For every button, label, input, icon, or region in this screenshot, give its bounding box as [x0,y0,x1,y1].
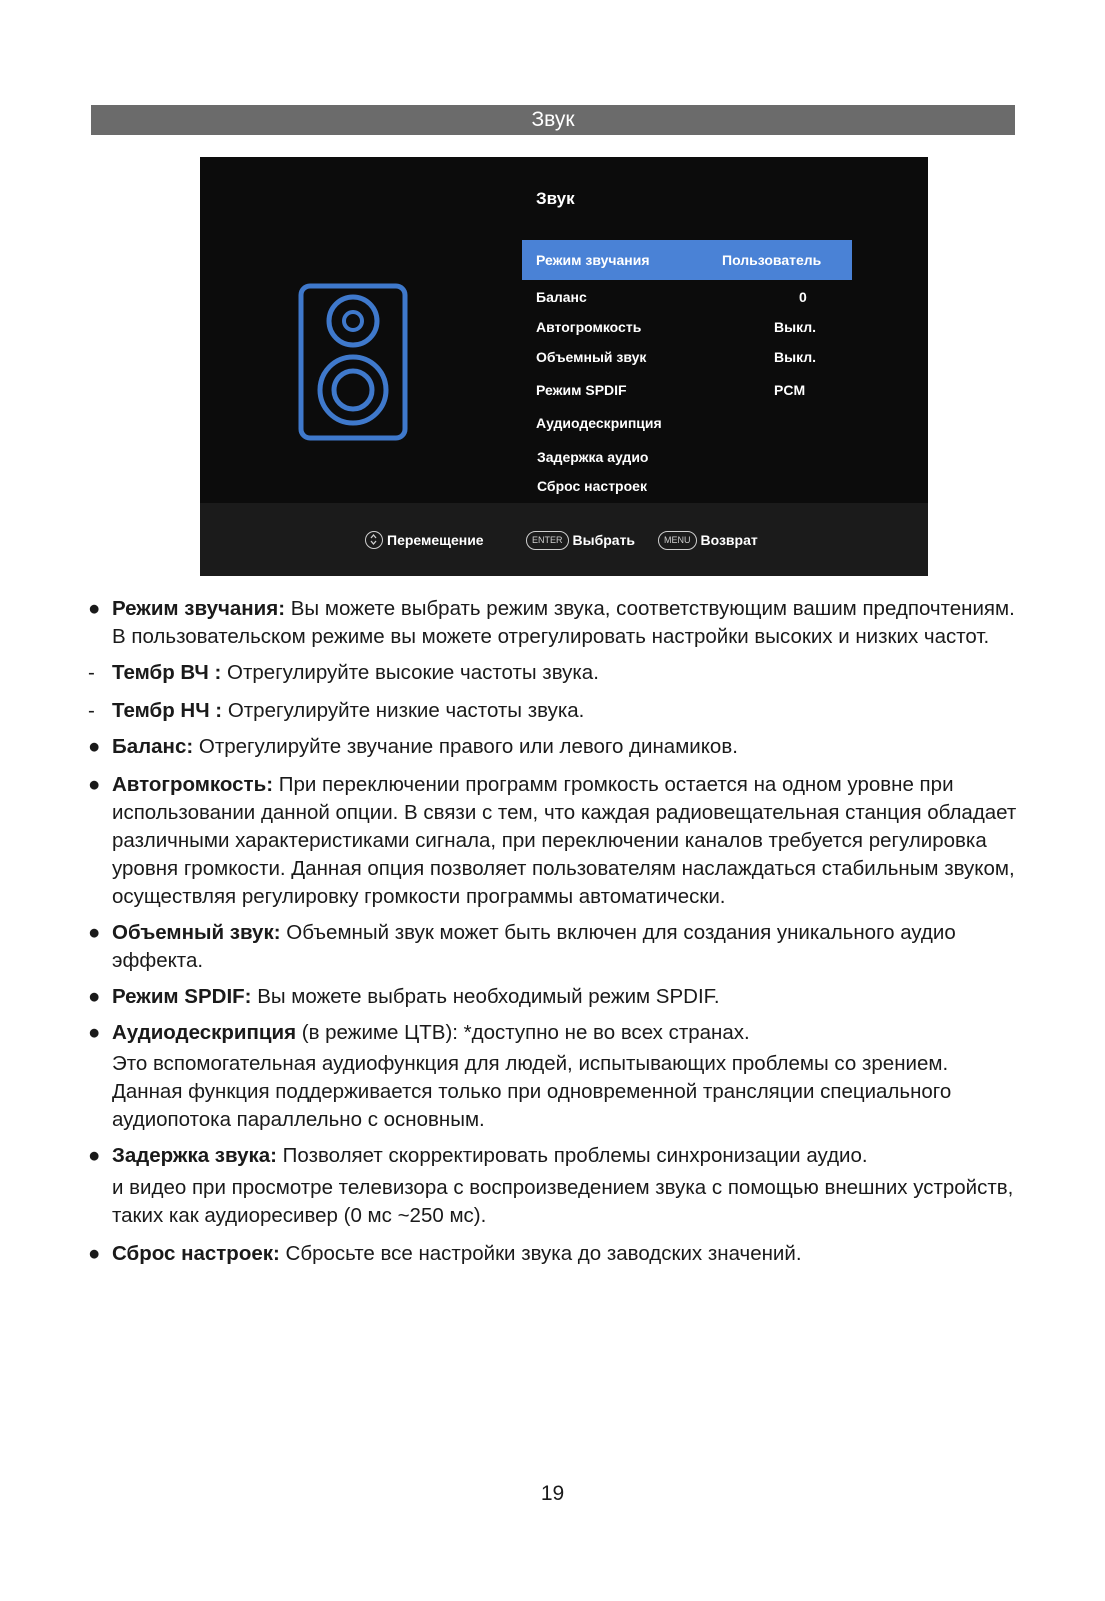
item-bass [88,697,1033,725]
term: Сброс настроек: [112,1242,280,1265]
term: Объемный звук: [112,921,281,944]
term: Тембр НЧ : [112,699,223,722]
description: Вы можете выбрать необходимый режим SPDIF. [251,985,720,1008]
description: Отрегулируйте звучание правого или левого динамиков. [193,735,738,758]
page-number: 19 [540,1482,565,1505]
footer-move-hint [365,529,484,551]
bullet: ● [88,773,101,796]
footer-back-hint [658,529,758,551]
description-extra: Данная функция поддерживается только при одновременной трансляции специального аудиопотока параллельно с основным. [112,1080,952,1131]
menu-item-label: Режим звучания [536,252,650,268]
term: Аудиодескрипция [112,1021,297,1044]
menu-item-value: Выкл. [774,349,817,365]
description: Отрегулируйте низкие частоты звука. [222,699,585,722]
bullet: ● [88,735,101,758]
menu-item-label: Задержка аудио [537,449,649,465]
description: Отрегулируйте высокие частоты звука. [221,661,599,684]
item-reset [88,1240,1033,1268]
select-label: Выбрать [572,532,636,548]
menu-item-label: Режим SPDIF [536,382,627,398]
description: (в режиме ЦТВ): *доступно не во всех странах. [296,1021,750,1044]
speaker-icon [298,283,408,441]
menu-button-icon: MENU [658,531,697,550]
description-extra: Это вспомогательная аудиофункция для людей, испытывающих проблемы со зрением. [112,1052,949,1075]
description: Позволяет скорректировать проблемы синхронизации аудио. [276,1144,868,1167]
enter-button-icon: ENTER [526,531,569,550]
menu-item-label: Аудиодескрипция [536,415,662,431]
menu-item-value: 0 [799,289,807,305]
footer-select-hint [526,529,635,551]
section-header: Звук [91,105,1015,135]
menu-item-label: Автогромкость [536,319,642,335]
dash: - [88,699,95,722]
term: Режим SPDIF: [112,985,252,1008]
item-balance [88,733,1033,761]
menu-item-value: Выкл. [774,319,817,335]
term: Тембр ВЧ : [112,661,222,684]
menu-item-reset[interactable] [522,466,852,506]
menu-item-label: Баланс [536,289,587,305]
bullet: ● [88,1021,101,1044]
menu-item-label: Объемный звук [536,349,647,365]
description: Вы можете выбрать режим звука, соответствующим вашим предпочтениям. В пользовательском режиме вы можете отрегулировать настройки высоких и низких частот. [112,597,1015,648]
bullet: ● [88,985,101,1008]
menu-item-sound-mode[interactable] [522,240,852,280]
dash: - [88,661,95,684]
term: Автогромкость: [112,773,274,796]
up-down-icon [365,531,383,549]
bullet: ● [88,1242,101,1265]
bullet: ● [88,597,101,620]
description: Сбросьте все настройки звука до заводских значений. [279,1242,802,1265]
item-audio-delay [88,1142,1033,1230]
term: Баланс: [112,735,194,758]
tv-menu-screenshot [200,157,928,576]
item-auto-volume [88,771,1033,911]
description: При переключении программ громкость остается на одном уровне при использовании данной опции. В связи с тем, что каждая радиовещательная станция обладает различными характеристиками сигнала, при переключении каналов требуется регулировка уровня громкости. Данная опция позволяет пользователям наслаждаться стабильным звуком, осуществляя регулировку громкости программы автоматически. [112,773,1017,908]
term: Режим звучания: [112,597,286,620]
description: Объемный звук может быть включен для создания уникального аудио эффекта. [112,921,956,972]
bullet: ● [88,1144,101,1167]
term: Задержка звука: [112,1144,277,1167]
menu-item-label: Сброс настроек [537,478,647,494]
description-extra: и видео при просмотре телевизора с воспроизведением звука с помощью внешних устройств, таких как аудиоресивер (0 мс ~250 мс). [112,1176,1014,1227]
description-text [88,595,1033,1268]
menu-title: Звук [536,189,575,208]
move-label: Перемещение [387,532,484,548]
item-treble [88,659,1033,687]
menu-item-value: Пользователь [722,252,822,268]
menu-footer [200,503,928,576]
bullet: ● [88,921,101,944]
back-label: Возврат [700,532,758,548]
item-audio-description [88,1019,1033,1134]
item-sound-mode [88,595,1033,651]
item-spdif [88,983,1033,1011]
item-surround [88,919,1033,975]
menu-item-value: PCM [774,382,806,398]
